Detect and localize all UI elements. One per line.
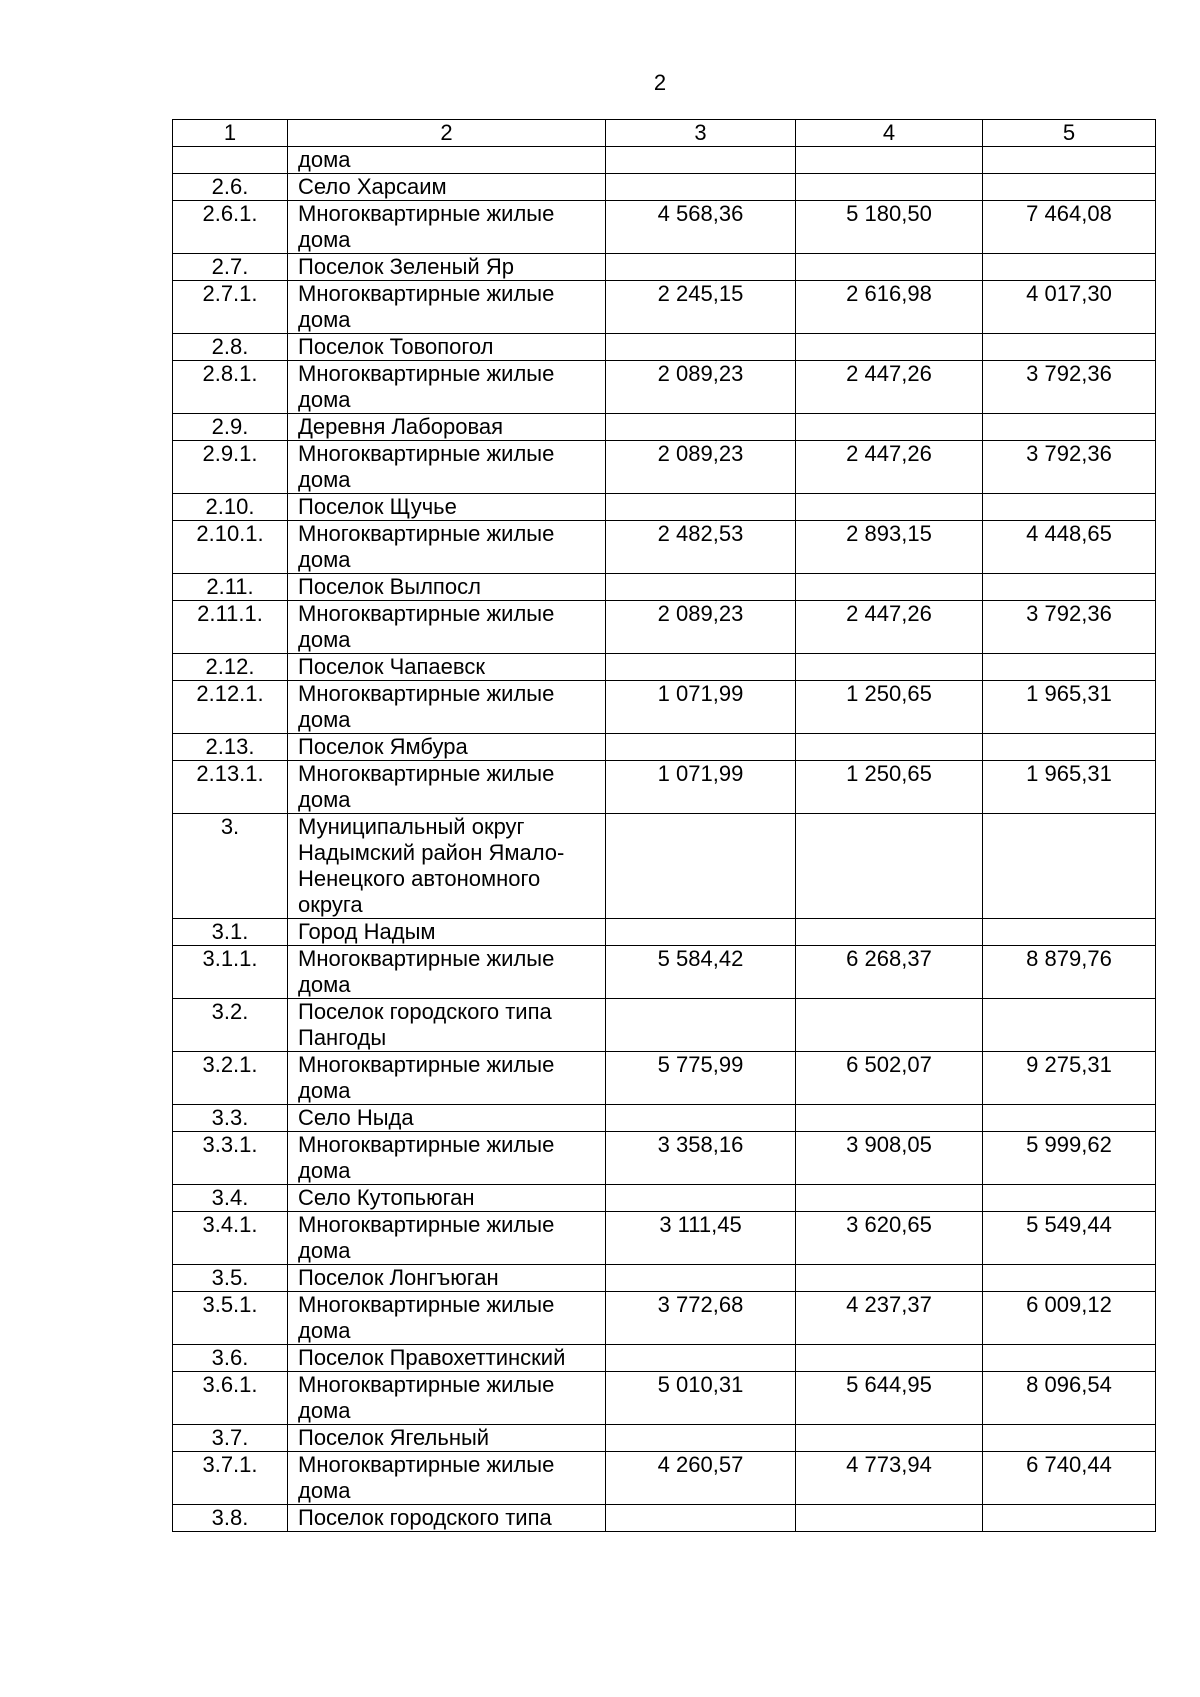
row-name-cell: Город Надым: [288, 919, 606, 946]
value-col3-cell: 2 482,53: [606, 521, 796, 574]
table-row: [173, 1052, 1156, 1105]
value-col4-cell: [796, 1505, 983, 1532]
value-col4-cell: [796, 334, 983, 361]
row-name-cell: Многоквартирные жилые дома: [288, 201, 606, 254]
table-row: [173, 1132, 1156, 1185]
row-name-cell: Поселок городского типа Пангоды: [288, 999, 606, 1052]
table-row: [173, 174, 1156, 201]
value-col3-cell: [606, 254, 796, 281]
table-row: [173, 1425, 1156, 1452]
table-row: [173, 761, 1156, 814]
value-col5-cell: [983, 1265, 1156, 1292]
table-row: [173, 946, 1156, 999]
value-col3-cell: 2 089,23: [606, 601, 796, 654]
value-col5-cell: [983, 919, 1156, 946]
table-row: [173, 654, 1156, 681]
value-col4-cell: 2 447,26: [796, 601, 983, 654]
value-col3-cell: [606, 494, 796, 521]
table-row: [173, 919, 1156, 946]
value-col3-cell: 5 584,42: [606, 946, 796, 999]
row-number-cell: 2.6.: [173, 174, 288, 201]
value-col3-cell: [606, 1345, 796, 1372]
page-number: 2: [653, 70, 667, 95]
row-number-cell: 3.8.: [173, 1505, 288, 1532]
value-col3-cell: [606, 654, 796, 681]
row-number-cell: 2.8.1.: [173, 361, 288, 414]
table-header-row: [173, 120, 1156, 147]
value-col3-cell: 1 071,99: [606, 761, 796, 814]
value-col4-cell: [796, 919, 983, 946]
value-col3-cell: [606, 1185, 796, 1212]
row-number-cell: 3.6.: [173, 1345, 288, 1372]
row-name-cell: Многоквартирные жилые дома: [288, 1212, 606, 1265]
value-col3-cell: 2 089,23: [606, 361, 796, 414]
value-col4-cell: 2 616,98: [796, 281, 983, 334]
value-col5-cell: 3 792,36: [983, 441, 1156, 494]
value-col5-cell: [983, 814, 1156, 919]
row-number-cell: 3.: [173, 814, 288, 919]
table-row: [173, 1212, 1156, 1265]
row-number-cell: 3.5.: [173, 1265, 288, 1292]
value-col5-cell: 3 792,36: [983, 361, 1156, 414]
value-col5-cell: [983, 494, 1156, 521]
row-number-cell: 2.13.1.: [173, 761, 288, 814]
row-name-cell: Поселок городского типа: [288, 1505, 606, 1532]
table-row: [173, 201, 1156, 254]
value-col5-cell: [983, 1425, 1156, 1452]
value-col5-cell: [983, 654, 1156, 681]
value-col5-cell: 6 740,44: [983, 1452, 1156, 1505]
header-cell: 5: [983, 120, 1156, 147]
value-col4-cell: [796, 1425, 983, 1452]
table-row: [173, 254, 1156, 281]
row-name-cell: дома: [288, 147, 606, 174]
value-col3-cell: 2 245,15: [606, 281, 796, 334]
row-number-cell: 2.10.: [173, 494, 288, 521]
row-name-cell: Многоквартирные жилые дома: [288, 361, 606, 414]
header-cell: 3: [606, 120, 796, 147]
value-col3-cell: [606, 414, 796, 441]
value-col5-cell: 5 549,44: [983, 1212, 1156, 1265]
table-row: [173, 1292, 1156, 1345]
row-number-cell: 3.2.: [173, 999, 288, 1052]
value-col3-cell: [606, 814, 796, 919]
table-row: [173, 281, 1156, 334]
value-col3-cell: 1 071,99: [606, 681, 796, 734]
value-col5-cell: 8 879,76: [983, 946, 1156, 999]
value-col3-cell: [606, 999, 796, 1052]
value-col4-cell: [796, 254, 983, 281]
value-col4-cell: [796, 147, 983, 174]
value-col3-cell: 4 568,36: [606, 201, 796, 254]
table-row: [173, 361, 1156, 414]
table-row: [173, 147, 1156, 174]
value-col5-cell: [983, 414, 1156, 441]
value-col4-cell: [796, 999, 983, 1052]
value-col4-cell: [796, 654, 983, 681]
value-col4-cell: [796, 1265, 983, 1292]
row-name-cell: Многоквартирные жилые дома: [288, 1292, 606, 1345]
value-col4-cell: [796, 574, 983, 601]
value-col5-cell: [983, 1505, 1156, 1532]
value-col5-cell: 3 792,36: [983, 601, 1156, 654]
value-col4-cell: [796, 494, 983, 521]
value-col5-cell: 1 965,31: [983, 681, 1156, 734]
table-row: [173, 999, 1156, 1052]
row-name-cell: Поселок Ямбура: [288, 734, 606, 761]
value-col5-cell: [983, 174, 1156, 201]
value-col4-cell: 5 644,95: [796, 1372, 983, 1425]
value-col4-cell: 1 250,65: [796, 681, 983, 734]
row-name-cell: Многоквартирные жилые дома: [288, 1452, 606, 1505]
row-number-cell: 3.6.1.: [173, 1372, 288, 1425]
table-row: [173, 441, 1156, 494]
value-col3-cell: [606, 147, 796, 174]
value-col3-cell: [606, 919, 796, 946]
row-name-cell: Село Харсаим: [288, 174, 606, 201]
row-name-cell: Поселок Ягельный: [288, 1425, 606, 1452]
row-number-cell: 2.7.1.: [173, 281, 288, 334]
row-number-cell: 2.11.: [173, 574, 288, 601]
header-cell: 1: [173, 120, 288, 147]
value-col3-cell: [606, 574, 796, 601]
value-col3-cell: [606, 1105, 796, 1132]
row-number-cell: 2.9.1.: [173, 441, 288, 494]
value-col5-cell: 1 965,31: [983, 761, 1156, 814]
value-col4-cell: 3 620,65: [796, 1212, 983, 1265]
row-number-cell: 2.11.1.: [173, 601, 288, 654]
value-col4-cell: 6 502,07: [796, 1052, 983, 1105]
table-row: [173, 494, 1156, 521]
header-cell: 2: [288, 120, 606, 147]
row-name-cell: Многоквартирные жилые дома: [288, 1372, 606, 1425]
row-name-cell: Поселок Товопогол: [288, 334, 606, 361]
row-name-cell: Многоквартирные жилые дома: [288, 761, 606, 814]
value-col3-cell: 5 775,99: [606, 1052, 796, 1105]
table-row: [173, 814, 1156, 919]
table-row: [173, 681, 1156, 734]
row-number-cell: 3.1.1.: [173, 946, 288, 999]
row-number-cell: 2.13.: [173, 734, 288, 761]
table-row: [173, 521, 1156, 574]
row-number-cell: 3.7.1.: [173, 1452, 288, 1505]
row-name-cell: Многоквартирные жилые дома: [288, 681, 606, 734]
value-col5-cell: [983, 254, 1156, 281]
value-col3-cell: 2 089,23: [606, 441, 796, 494]
value-col5-cell: [983, 1345, 1156, 1372]
value-col5-cell: 8 096,54: [983, 1372, 1156, 1425]
value-col3-cell: 5 010,31: [606, 1372, 796, 1425]
row-number-cell: 3.1.: [173, 919, 288, 946]
row-number-cell: 3.3.1.: [173, 1132, 288, 1185]
value-col4-cell: [796, 814, 983, 919]
table-row: [173, 334, 1156, 361]
row-number-cell: 2.8.: [173, 334, 288, 361]
value-col5-cell: [983, 1105, 1156, 1132]
header-cell: 4: [796, 120, 983, 147]
row-name-cell: Поселок Вылпосл: [288, 574, 606, 601]
table-row: [173, 1372, 1156, 1425]
tariff-table: [172, 119, 1156, 1532]
value-col4-cell: [796, 1105, 983, 1132]
row-number-cell: 3.4.1.: [173, 1212, 288, 1265]
value-col5-cell: 9 275,31: [983, 1052, 1156, 1105]
row-name-cell: Поселок Зеленый Яр: [288, 254, 606, 281]
value-col5-cell: [983, 334, 1156, 361]
value-col4-cell: 4 773,94: [796, 1452, 983, 1505]
row-number-cell: [173, 147, 288, 174]
value-col4-cell: 2 893,15: [796, 521, 983, 574]
value-col4-cell: 4 237,37: [796, 1292, 983, 1345]
table-row: [173, 574, 1156, 601]
row-number-cell: 2.7.: [173, 254, 288, 281]
table-row: [173, 734, 1156, 761]
value-col4-cell: 5 180,50: [796, 201, 983, 254]
value-col5-cell: [983, 147, 1156, 174]
value-col5-cell: 4 017,30: [983, 281, 1156, 334]
row-number-cell: 3.2.1.: [173, 1052, 288, 1105]
value-col5-cell: 7 464,08: [983, 201, 1156, 254]
value-col3-cell: [606, 1425, 796, 1452]
row-name-cell: Многоквартирные жилые дома: [288, 521, 606, 574]
row-name-cell: Деревня Лаборовая: [288, 414, 606, 441]
table-row: [173, 1265, 1156, 1292]
table-row: [173, 1105, 1156, 1132]
table-body: [173, 120, 1156, 1532]
value-col5-cell: [983, 734, 1156, 761]
value-col5-cell: [983, 1185, 1156, 1212]
value-col5-cell: 4 448,65: [983, 521, 1156, 574]
row-name-cell: Многоквартирные жилые дома: [288, 1132, 606, 1185]
row-name-cell: Многоквартирные жилые дома: [288, 441, 606, 494]
value-col3-cell: [606, 1505, 796, 1532]
value-col4-cell: [796, 734, 983, 761]
row-number-cell: 3.4.: [173, 1185, 288, 1212]
row-number-cell: 2.10.1.: [173, 521, 288, 574]
value-col4-cell: [796, 1345, 983, 1372]
value-col3-cell: [606, 734, 796, 761]
value-col4-cell: [796, 174, 983, 201]
table-row: [173, 601, 1156, 654]
value-col4-cell: 3 908,05: [796, 1132, 983, 1185]
row-number-cell: 2.12.1.: [173, 681, 288, 734]
row-number-cell: 2.6.1.: [173, 201, 288, 254]
table-row: [173, 1185, 1156, 1212]
value-col3-cell: 3 358,16: [606, 1132, 796, 1185]
value-col4-cell: 2 447,26: [796, 441, 983, 494]
table-row: [173, 1345, 1156, 1372]
value-col4-cell: 6 268,37: [796, 946, 983, 999]
value-col3-cell: [606, 1265, 796, 1292]
row-number-cell: 3.3.: [173, 1105, 288, 1132]
row-name-cell: Село Кутопьюган: [288, 1185, 606, 1212]
row-name-cell: Поселок Чапаевск: [288, 654, 606, 681]
value-col3-cell: 3 111,45: [606, 1212, 796, 1265]
value-col3-cell: 4 260,57: [606, 1452, 796, 1505]
value-col5-cell: [983, 999, 1156, 1052]
value-col4-cell: 1 250,65: [796, 761, 983, 814]
table-row: [173, 1505, 1156, 1532]
row-name-cell: Поселок Щучье: [288, 494, 606, 521]
value-col4-cell: [796, 1185, 983, 1212]
row-number-cell: 2.12.: [173, 654, 288, 681]
row-name-cell: Многоквартирные жилые дома: [288, 946, 606, 999]
table-row: [173, 414, 1156, 441]
table-row: [173, 1452, 1156, 1505]
row-name-cell: Муниципальный округ Надымский район Ямало-Ненецкого автономного округа: [288, 814, 606, 919]
row-number-cell: 3.5.1.: [173, 1292, 288, 1345]
row-name-cell: Многоквартирные жилые дома: [288, 601, 606, 654]
value-col5-cell: 5 999,62: [983, 1132, 1156, 1185]
value-col3-cell: [606, 334, 796, 361]
row-name-cell: Многоквартирные жилые дома: [288, 281, 606, 334]
value-col5-cell: [983, 574, 1156, 601]
row-number-cell: 2.9.: [173, 414, 288, 441]
value-col3-cell: [606, 174, 796, 201]
value-col5-cell: 6 009,12: [983, 1292, 1156, 1345]
row-name-cell: Многоквартирные жилые дома: [288, 1052, 606, 1105]
row-name-cell: Село Ныда: [288, 1105, 606, 1132]
value-col4-cell: 2 447,26: [796, 361, 983, 414]
value-col4-cell: [796, 414, 983, 441]
row-name-cell: Поселок Лонгъюган: [288, 1265, 606, 1292]
row-number-cell: 3.7.: [173, 1425, 288, 1452]
row-name-cell: Поселок Правохеттинский: [288, 1345, 606, 1372]
value-col3-cell: 3 772,68: [606, 1292, 796, 1345]
